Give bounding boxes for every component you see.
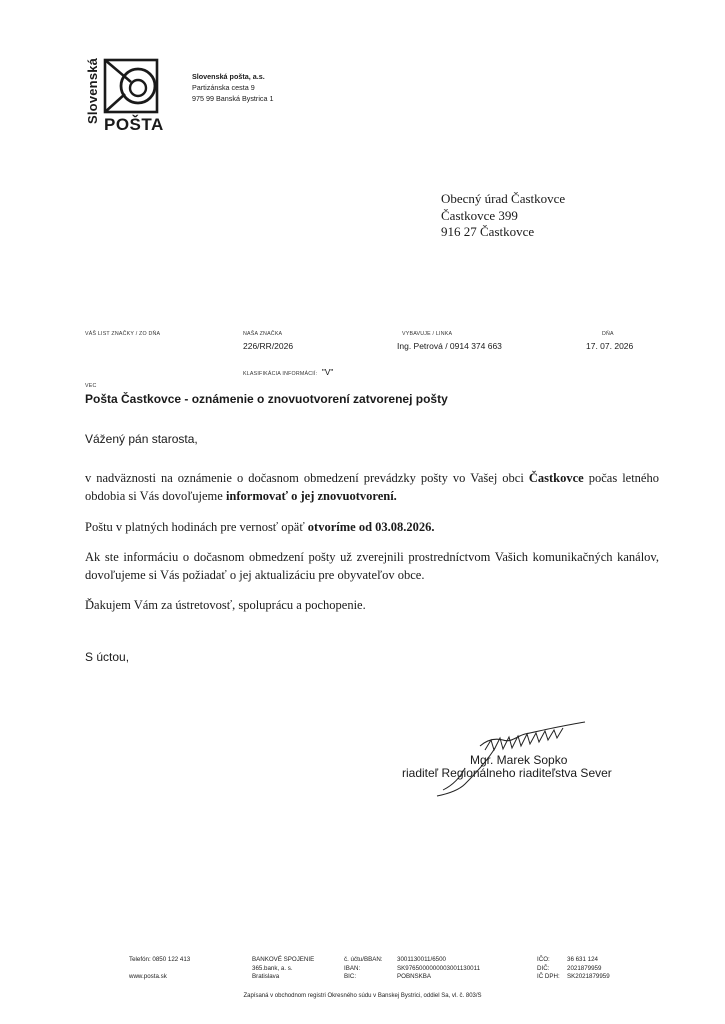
- sender-address: [192, 71, 274, 104]
- closing: S úctou,: [85, 650, 130, 664]
- footer-bank-city: Bratislava: [252, 973, 280, 981]
- footer-bank-name: 365.bank, a. s.: [252, 964, 293, 972]
- logo-wordmark: POŠTA: [104, 115, 164, 134]
- footer-bic-value: POBNSKBA: [397, 973, 432, 981]
- signatory-name: Mgr. Marek Sopko: [470, 753, 568, 767]
- footer-icdph-label: IČ DPH:: [537, 973, 560, 981]
- footer-account-labels: [344, 956, 383, 982]
- handled-by-value: Ing. Petrová / 0914 374 663: [397, 341, 502, 351]
- subject-line: Pošta Častkovce - oznámenie o znovuotvorení zatvorenej pošty: [85, 392, 448, 406]
- register-note: Zapísaná v obchodnom registri Okresného súdu v Banskej Bystrici, oddiel Sa, vl. č. 803/S: [243, 993, 482, 999]
- classification: [243, 362, 333, 380]
- subject-label: VEC: [85, 383, 97, 389]
- handled-by-label: VYBAVUJE / LINKA: [402, 331, 453, 337]
- footer-ico-value: 36 631 124: [567, 956, 598, 963]
- footer-account-value: 3001130011/6500: [397, 956, 446, 963]
- post-horn-logo-icon: [103, 58, 159, 114]
- signatory-role: riaditeľ Regionálneho riaditeľstva Sever: [402, 766, 612, 780]
- greeting: Vážený pán starosta,: [85, 432, 198, 446]
- paragraph-3: Ak ste informáciu o dočasnom obmedzení pošty už zverejnili prostredníctvom Vašich komunikačných kanálov, dovoľujeme si Vás požiadať o jej aktualizáciu pre obyvateľov obce.: [85, 550, 659, 582]
- footer-contact: [129, 956, 190, 982]
- your-letter-label: VÁŠ LIST ZNAČKY / ZO DŇA: [85, 331, 161, 337]
- our-ref-label: NAŠA ZNAČKA: [243, 331, 283, 337]
- footer-account-label: č. účtu/BBAN:: [344, 956, 383, 963]
- logo-vertical-text: Slovenská: [85, 57, 100, 125]
- recipient-line-2: Častkovce 399: [441, 207, 518, 223]
- date-value: 17. 07. 2026: [586, 341, 634, 351]
- footer-dic-value: 2021879959: [567, 964, 602, 972]
- footer-phone: Telefón: 0850 122 413: [129, 956, 191, 963]
- recipient-line-3: 916 27 Častkovce: [441, 224, 535, 239]
- sender-name: Slovenská pošta, a.s.: [192, 72, 265, 81]
- paragraph-1: v nadväznosti na oznámenie o dočasnom obmedzení prevádzky pošty vo Vašej obci Častkovce počas letného obdobia si Vás dovoľujeme informovať o jej znovuotvorení.: [85, 471, 659, 503]
- footer-bank-label: BANKOVÉ SPOJENIE: [252, 956, 315, 963]
- footer-dic-label: DIČ:: [537, 964, 550, 972]
- footer-bank: [252, 956, 314, 982]
- footer-company-id-values: [567, 956, 610, 982]
- classification-label: KLASIFIKÁCIA INFORMÁCIÍ:: [243, 371, 318, 377]
- footer-iban-value: SK9765000000003001130011: [397, 964, 481, 972]
- recipient-address: [441, 191, 565, 241]
- paragraph-2: Poštu v platných hodinách pre vernosť opäť otvoríme od 03.08.2026.: [85, 520, 435, 534]
- footer-iban-label: IBAN:: [344, 964, 361, 972]
- footer-web: www.posta.sk: [129, 973, 167, 981]
- sender-street: Partizánska cesta 9: [192, 83, 255, 92]
- footer-ico-label: IČO:: [537, 956, 550, 963]
- classification-value: "V": [321, 367, 334, 377]
- our-ref-value: 226/RR/2026: [243, 341, 294, 351]
- sender-city: 975 99 Banská Bystrica 1: [192, 94, 274, 103]
- footer-company-id-labels: [537, 956, 560, 982]
- paragraph-4: Ďakujem Vám za ústretovosť, spoluprácu a pochopenie.: [85, 598, 366, 612]
- footer-icdph-value: SK2021879959: [567, 973, 610, 981]
- date-label: DŇA: [602, 331, 614, 337]
- footer-account-values: [397, 956, 480, 982]
- footer-bic-label: BIC:: [344, 973, 357, 981]
- recipient-line-1: Obecný úrad Častkovce: [441, 191, 566, 206]
